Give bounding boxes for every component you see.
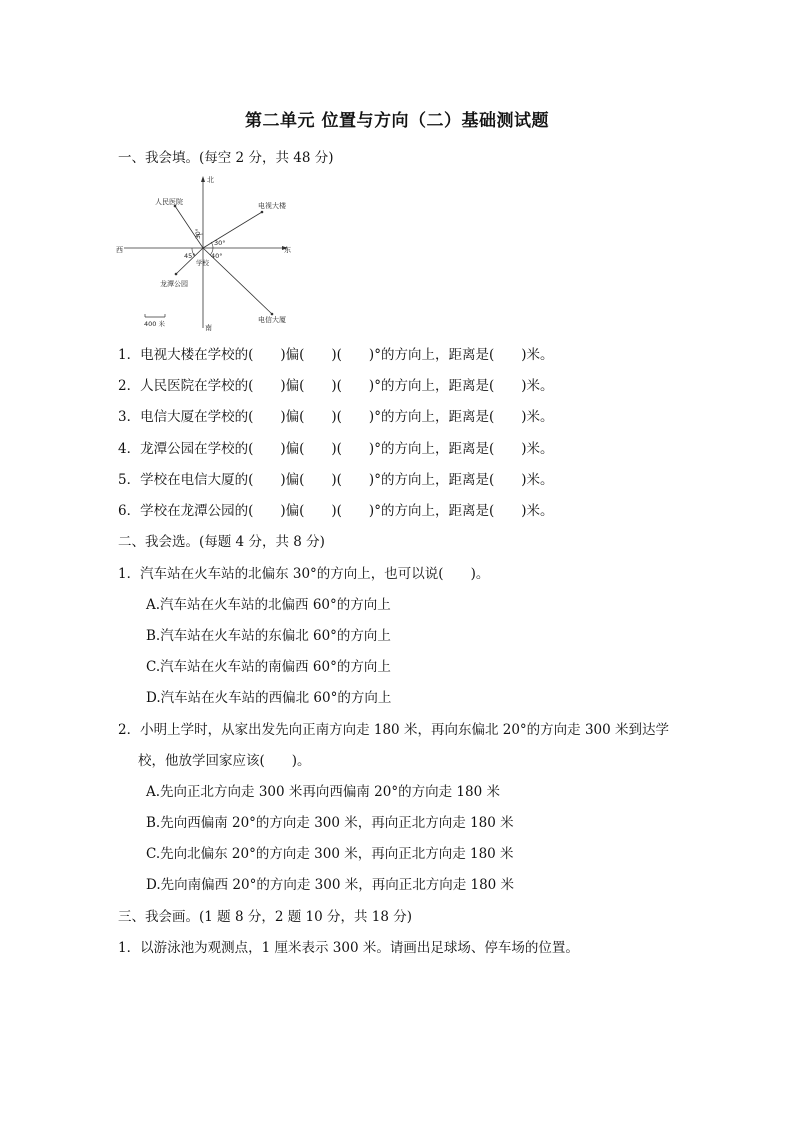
label-telecom: 电信大厦 [258, 316, 286, 324]
tv-tower-point [261, 211, 264, 214]
choice-q2-option-d: D.先向南偏西 20°的方向走 300 米，再向正北方向走 180 米 [146, 877, 515, 893]
choice-q1-stem: 1．汽车站在火车站的北偏东 30°的方向上，也可以说( )。 [118, 566, 490, 582]
draw-q1: 1．以游泳池为观测点，1 厘米表示 300 米。请画出足球场、停车场的位置。 [118, 940, 579, 956]
section1-heading: 一、我会填。(每空 2 分，共 48 分) [118, 150, 334, 166]
north-arrow-icon [201, 176, 205, 182]
ray-tv-tower [203, 212, 262, 248]
label-school: 学校 [196, 259, 209, 267]
choice-q1-option-c: C.汽车站在火车站的南偏西 60°的方向上 [146, 659, 391, 675]
choice-q2-stem: 2．小明上学时，从家出发先向正南方向走 180 米，再向东偏北 20°的方向走 300 米到达学 [118, 722, 670, 738]
label-angle-park: 45° [184, 252, 196, 260]
choice-q2-option-c: C.先向北偏东 20°的方向走 300 米，再向正北方向走 180 米 [146, 846, 514, 862]
section3-heading: 三、我会画。(1 题 8 分，2 题 10 分，共 18 分) [118, 909, 412, 925]
label-angle-hospital: 30° [195, 228, 202, 239]
label-angle-telecom: 40° [211, 252, 223, 260]
telecom-point [271, 313, 274, 316]
park-point [175, 273, 178, 276]
fill-item-6: 6．学校在龙潭公园的( )偏( )( )°的方向上，距离是( )米。 [118, 503, 554, 519]
choice-q1-option-d: D.汽车站在火车站的西偏北 60°的方向上 [146, 690, 392, 706]
choice-q1-option-b: B.汽车站在火车站的东偏北 60°的方向上 [146, 628, 391, 644]
page-title: 第二单元 位置与方向（二）基础测试题 [245, 111, 549, 131]
fill-item-2: 2．人民医院在学校的( )偏( )( )°的方向上，距离是( )米。 [118, 378, 554, 394]
section2-heading: 二、我会选。(每题 4 分，共 8 分) [118, 534, 325, 550]
fill-item-5: 5．学校在电信大厦的( )偏( )( )°的方向上，距离是( )米。 [118, 472, 554, 488]
label-park: 龙潭公园 [160, 280, 188, 288]
label-east: 东 [284, 246, 291, 254]
label-angle-tv: 30° [214, 239, 226, 247]
ray-hospital [175, 206, 203, 248]
label-north: 北 [207, 176, 214, 184]
label-scale: 400 米 [144, 320, 165, 328]
label-south: 南 [205, 324, 212, 332]
direction-diagram [112, 172, 302, 332]
label-tv-tower: 电视大楼 [258, 202, 286, 210]
fill-item-3: 3．电信大厦在学校的( )偏( )( )°的方向上，距离是( )米。 [118, 409, 554, 425]
choice-q2-option-b: B.先向西偏南 20°的方向走 300 米，再向正北方向走 180 米 [146, 815, 514, 831]
label-west: 西 [116, 246, 123, 254]
choice-q2-stem-cont: 校，他放学回家应该( )。 [138, 753, 311, 769]
label-hospital: 人民医院 [155, 198, 183, 206]
fill-item-1: 1．电视大楼在学校的( )偏( )( )°的方向上，距离是( )米。 [118, 347, 554, 363]
choice-q2-option-a: A.先向正北方向走 300 米再向西偏南 20°的方向走 180 米 [146, 784, 500, 800]
fill-item-4: 4．龙潭公园在学校的( )偏( )( )°的方向上，距离是( )米。 [118, 441, 554, 457]
choice-q1-option-a: A.汽车站在火车站的北偏西 60°的方向上 [146, 597, 391, 613]
